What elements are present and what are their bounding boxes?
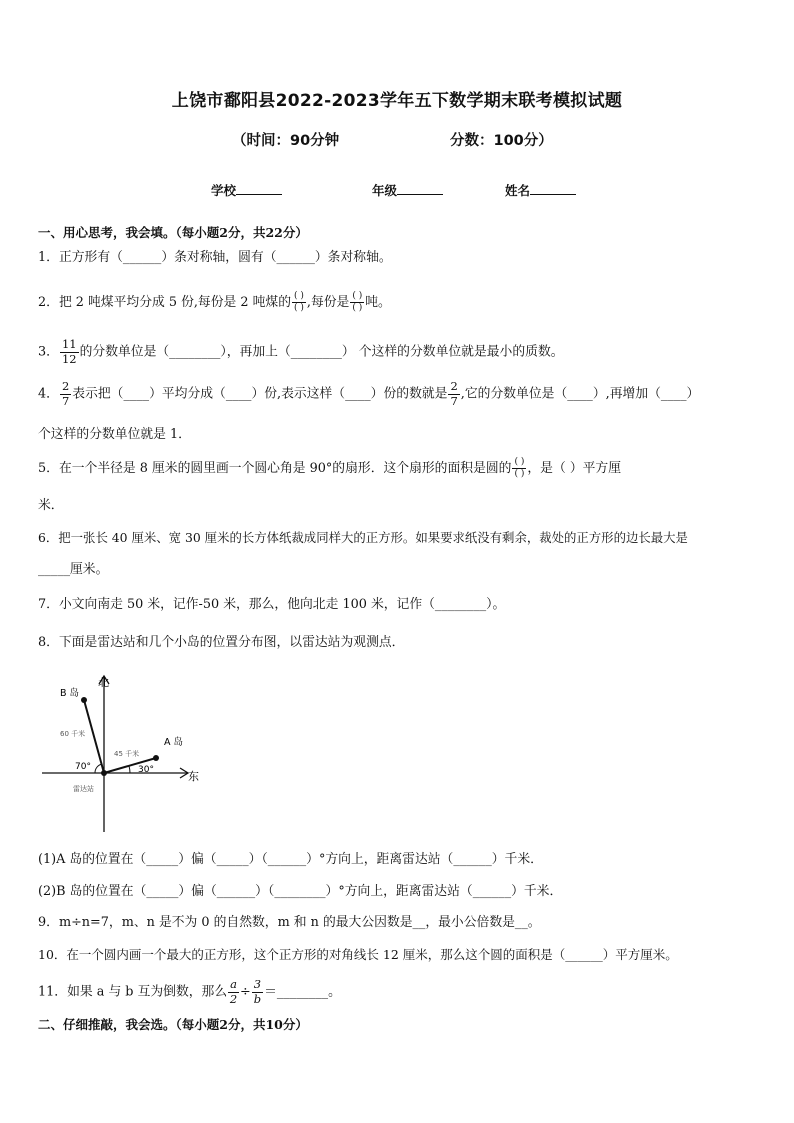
frac-den: 2 [229,991,238,1006]
q11-text-b: ＝________。 [264,984,341,1000]
q4-fraction-1 [60,381,71,407]
frac-den: b [253,991,262,1006]
radar-diagram [36,668,216,836]
station-label: 雷达站 [73,785,94,793]
exam-time: （时间：90分钟 [232,133,340,149]
distance-b-label: 60 千米 [60,730,86,738]
grade-label: 年级 [372,183,398,198]
question-5 [38,458,621,479]
angle-a-label: 30° [138,765,154,775]
q3-text: 的分数单位是（________），再加上（________） 个这样的分数单位就是最小的质数。 [79,344,564,360]
q4-text-b: ,它的分数单位是（____）,再增加（____） [460,386,700,402]
question-8: 8．下面是雷达站和几个小岛的位置分布图，以雷达站为观测点． [38,635,405,650]
frac-den: 7 [61,393,70,408]
frac-num: ( ) [294,291,304,301]
question-9: 9．m÷n=7，m、n 是不为 0 的自然数，m 和 n 的最大公因数是__，最小公倍数是__。 [38,915,541,930]
q2-fraction-1 [292,292,306,313]
frac-den: ( ) [294,303,304,313]
frac-den: 7 [450,393,458,408]
frac-num: a [230,977,238,991]
frac-num: 3 [253,977,262,991]
q11-fraction-1 [228,979,239,1005]
question-8-2: (2)B 岛的位置在（_____）偏（______）（________）°方向上，距离雷达站（______）千米． [38,884,563,899]
q4-number: 4． [38,386,59,402]
question-1: 1．正方形有（______）条对称轴，圆有（______）条对称轴。 [38,250,392,265]
exam-score: 分数：100分） [450,133,553,149]
question-4 [38,381,699,407]
question-6-line-2: _____厘米。 [38,562,109,577]
q5-text-a: 5．在一个半径是 8 厘米的圆里画一个圆心角是 90°的扇形．这个扇形的面积是圆的 [38,461,512,476]
station-dot [101,770,107,776]
angle-arc-a [129,766,130,773]
frac-den: ( ) [514,469,525,479]
q5-fraction [512,458,526,479]
frac-num: ( ) [514,457,525,467]
q2-text-a: 2．把 2 吨煤平均分成 5 份,每份是 2 吨煤的 [38,295,291,310]
island-a-dot [153,755,159,761]
question-7: 7．小文向南走 50 米，记作-50 米，那么，他向北走 100 米，记作（________）。 [38,597,506,612]
frac-den: 12 [61,351,77,366]
name-field[interactable] [505,181,576,199]
question-6: 6．把一张长 40 厘米、宽 30 厘米的长方体纸裁成同样大的正方形。如果要求纸没有剩余，裁处的正方形的边长最大是 [38,530,688,545]
section-2-heading: 二、仔细推敲，我会选。（每小题2分，共10分） [38,1017,308,1032]
island-a-label: A 岛 [164,737,184,748]
exam-title: 上饶市鄱阳县2022-2023学年五下数学期末联考模拟试题 [171,91,623,111]
q3-fraction [60,339,79,365]
question-4-line-2: 个这样的分数单位就是 1． [38,427,191,442]
q5-text-b: ，是（ ）平方厘 [527,461,622,476]
school-field[interactable] [211,181,282,199]
distance-a-label: 45 千米 [114,750,140,758]
name-label: 姓名 [505,183,531,198]
grade-field[interactable] [372,181,443,199]
q11-text-a: 11．如果 a 与 b 互为倒数，那么 [38,984,228,1000]
frac-den: ( ) [352,303,363,313]
island-b-label: B 岛 [60,688,80,699]
frac-num: 2 [61,379,70,393]
q11-fraction-2 [252,979,263,1005]
section-1-heading: 一、用心思考，我会填。（每小题2分，共22分） [38,225,308,240]
question-3 [38,339,564,365]
q2-text-b: ,每份是 [306,295,350,310]
grade-blank [397,182,443,195]
q11-divide-sign: ÷ [240,984,251,1000]
q2-text-c: 吨。 [365,295,391,310]
q2-fraction-2 [350,292,364,313]
north-label: 北 [98,676,109,689]
frac-num: ( ) [352,291,363,301]
frac-num: 11 [61,337,77,351]
name-blank [530,182,576,195]
question-5-line-2: 米． [38,498,64,513]
question-8-1: (1)A 岛的位置在（_____）偏（_____）（______）°方向上，距离雷达站（______）千米． [38,852,543,867]
island-b-dot [81,697,87,703]
question-2 [38,292,391,313]
frac-num: 2 [450,379,458,393]
school-label: 学校 [211,183,237,198]
q3-number: 3． [38,344,59,360]
east-label: 东 [188,770,199,783]
school-blank [236,182,282,195]
q4-text-a: 表示把（____）平均分成（____）份,表示这样（____）份的数就是 [72,386,448,402]
question-11 [38,979,341,1005]
angle-b-label: 70° [75,762,91,772]
q4-fraction-2 [448,381,459,407]
question-10: 10．在一个圆内画一个最大的正方形，这个正方形的对角线长 12 厘米，那么这个圆的面积是（______）平方厘米。 [38,947,678,962]
